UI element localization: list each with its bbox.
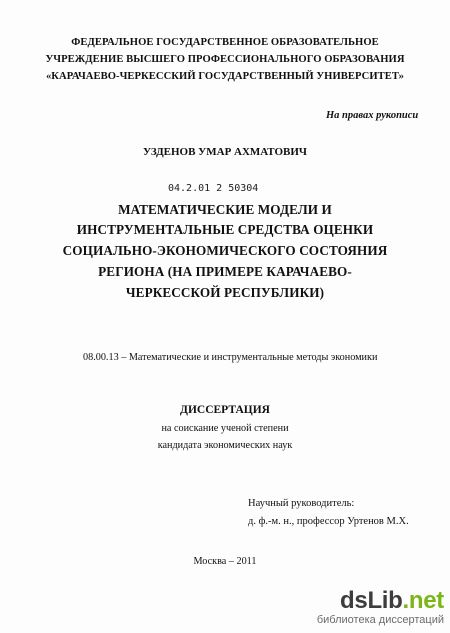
title-line: ИНСТРУМЕНТАЛЬНЫЕ СРЕДСТВА ОЦЕНКИ (76, 222, 374, 237)
institution-line-2: УЧРЕЖДЕНИЕ ВЫСШЕГО ПРОФЕССИОНАЛЬНОГО ОБРАЗОВАНИЯ (45, 54, 405, 65)
registration-stamp: 04.2.01 2 50304 (168, 183, 259, 194)
watermark-subtitle: библиотека диссертаций (316, 614, 444, 626)
title-line: РЕГИОНА (НА ПРИМЕРЕ КАРАЧАЕВО- (98, 264, 352, 279)
dslib-watermark (314, 589, 444, 627)
supervisor-name: д. ф.-м. н., профессор Уртенов М.Х. (248, 516, 409, 527)
place-year: Москва – 2011 (193, 556, 257, 567)
watermark-logo (314, 589, 444, 613)
author-name: УЗДЕНОВ УМАР АХМАТОВИЧ (143, 146, 307, 158)
institution-line-1: ФЕДЕРАЛЬНОЕ ГОСУДАРСТВЕННОЕ ОБРАЗОВАТЕЛЬНОЕ (71, 37, 379, 48)
title-line: ЧЕРКЕССКОЙ РЕСПУБЛИКИ) (125, 285, 325, 300)
institution-line-3: «КАРАЧАЕВО-ЧЕРКЕССКИЙ ГОСУДАРСТВЕННЫЙ УНИВЕРСИТЕТ» (45, 71, 405, 82)
watermark-logo-tld: .net (402, 587, 444, 614)
supervisor-label: Научный руководитель: (248, 498, 355, 509)
document-type-label: ДИССЕРТАЦИЯ (180, 404, 270, 416)
watermark-logo-main: dsLib (340, 587, 403, 614)
degree-line-2: кандидата экономических наук (157, 440, 293, 451)
manuscript-rights-note: На правах рукописи (326, 110, 419, 121)
degree-line-1: на соискание ученой степени (161, 423, 289, 434)
title-line: МАТЕМАТИЧЕСКИЕ МОДЕЛИ И (118, 202, 332, 217)
specialty-code: 08.00.13 – Математические и инструментальные методы экономики (83, 352, 378, 363)
title-line: СОЦИАЛЬНО-ЭКОНОМИЧЕСКОГО СОСТОЯНИЯ (62, 243, 388, 258)
